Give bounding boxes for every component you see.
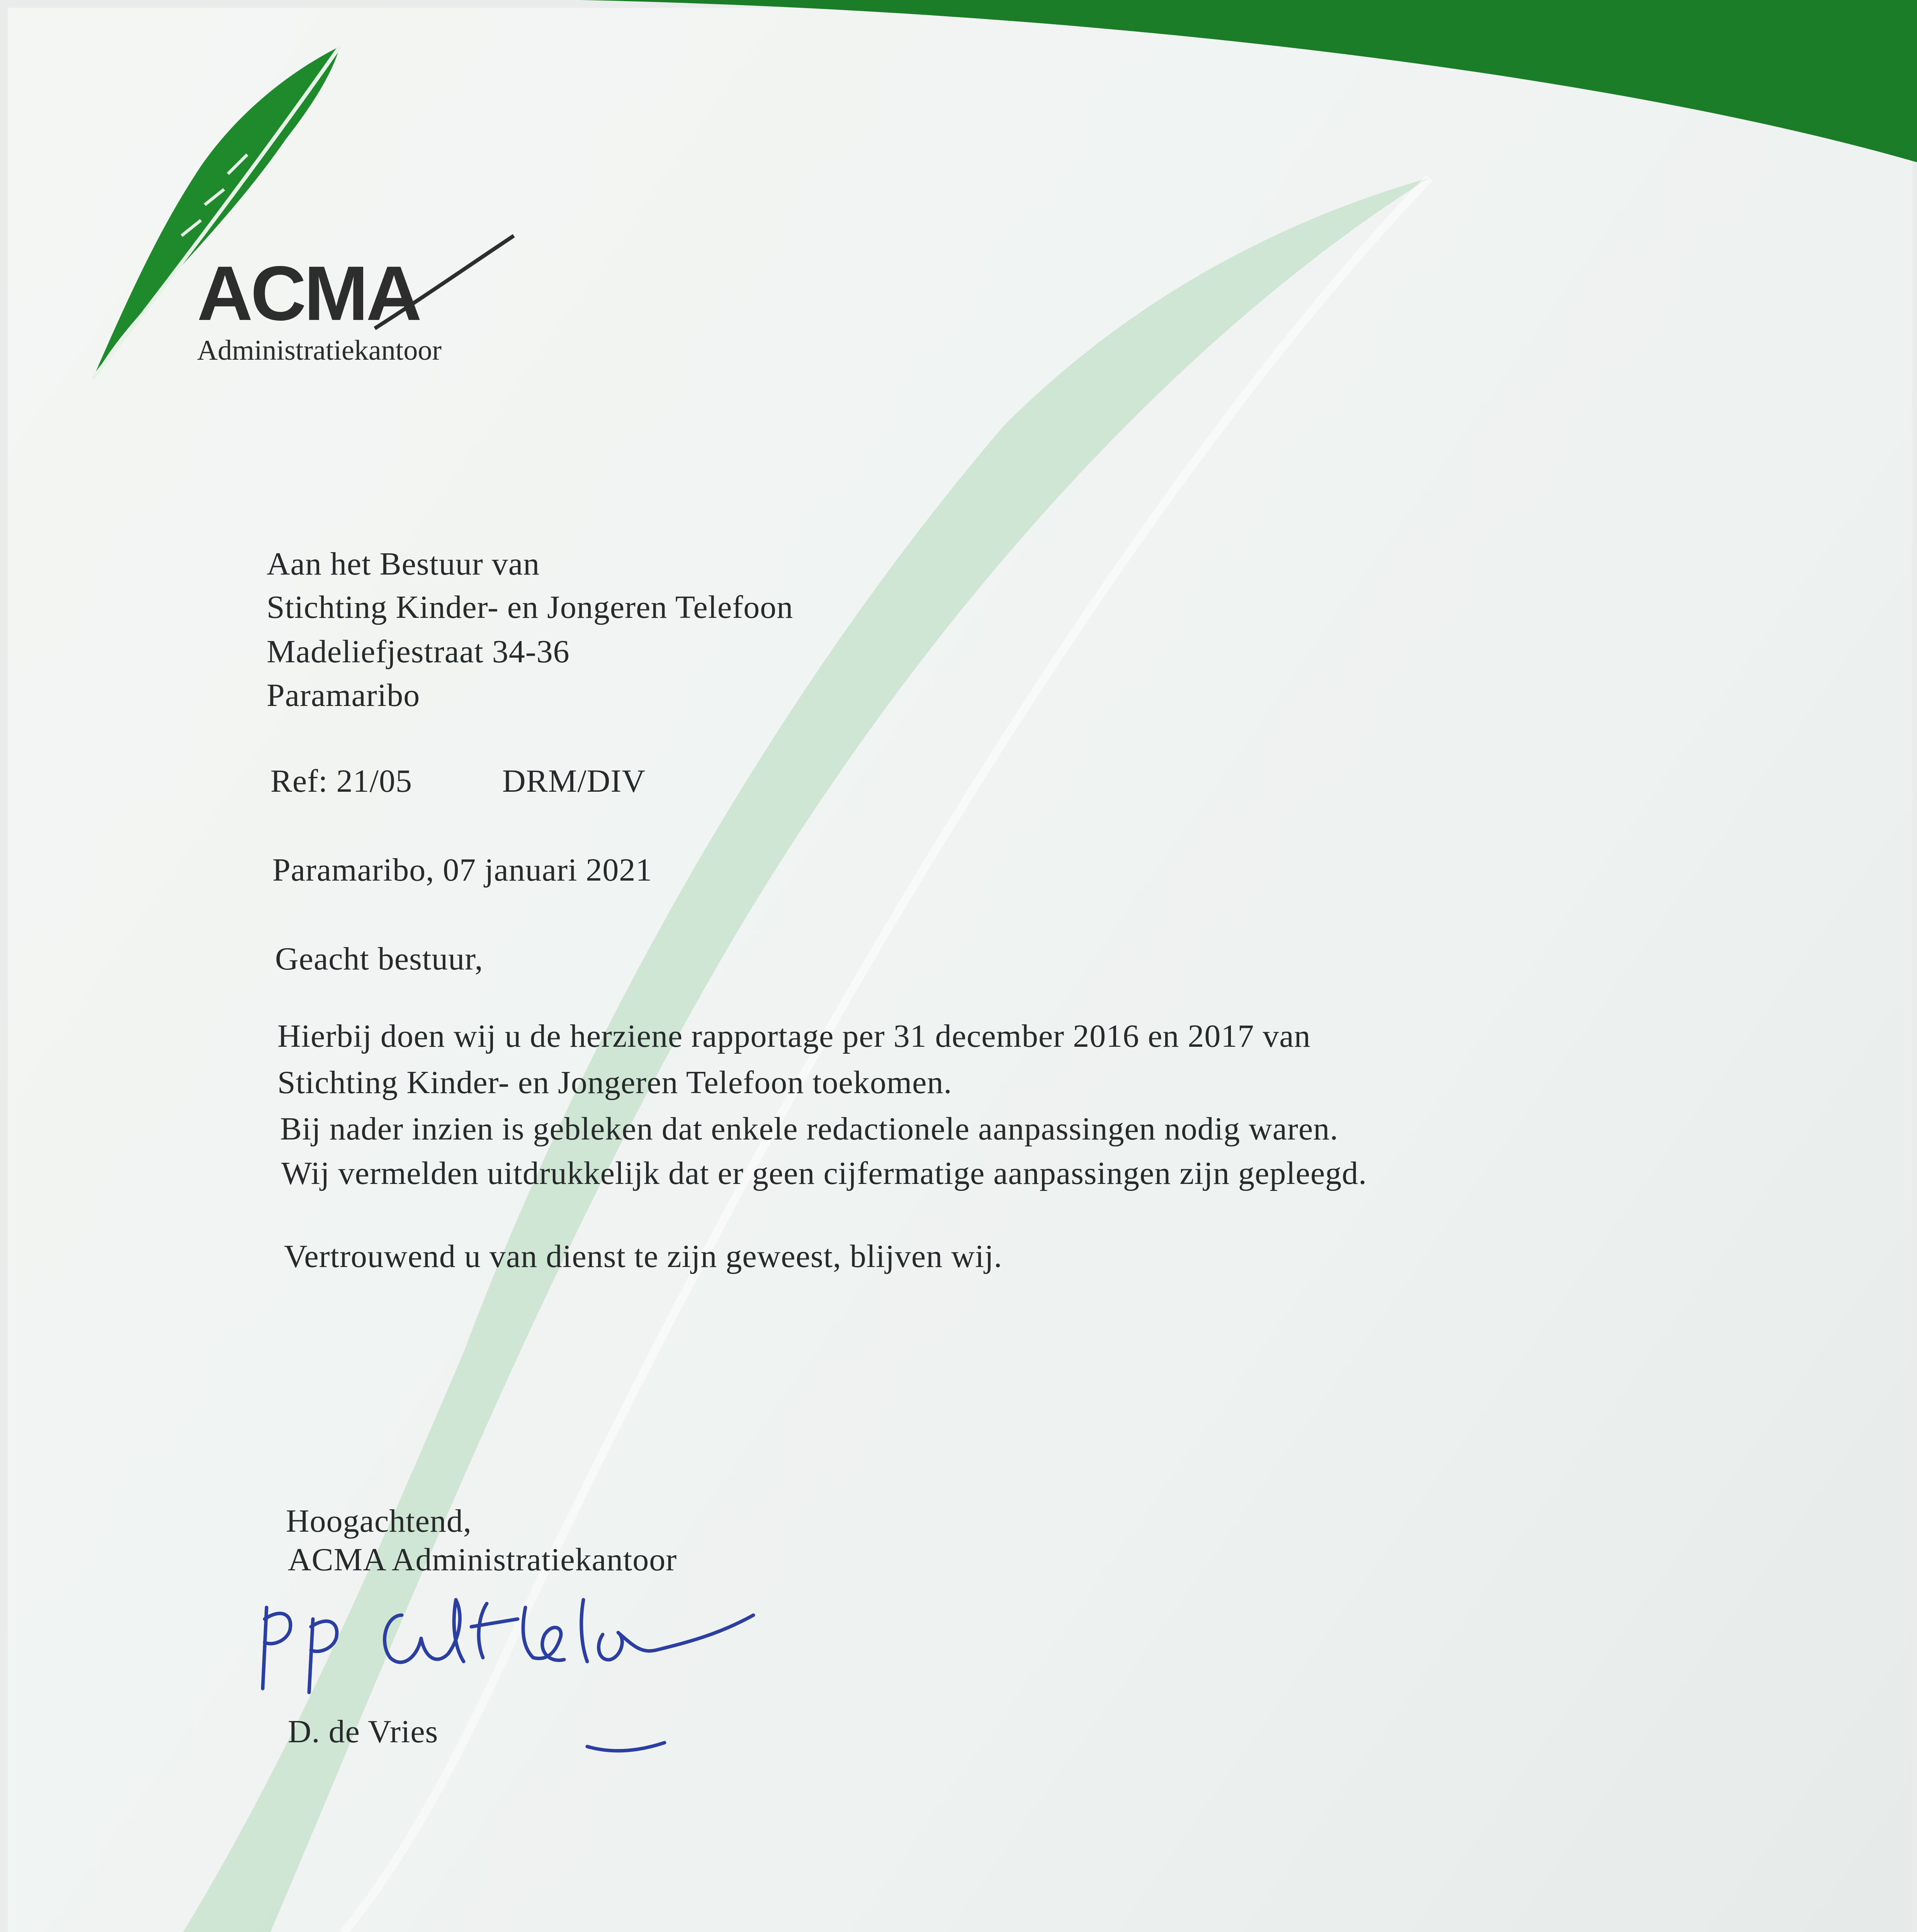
- logo-subtitle: Administratiekantoor: [197, 335, 442, 366]
- addressee-line: Stichting Kinder- en Jongeren Telefoon: [267, 589, 794, 625]
- salutation: Geacht bestuur,: [275, 941, 483, 977]
- letter-date: Paramaribo, 07 januari 2021: [272, 852, 653, 888]
- body-line: Bij nader inzien is gebleken dat enkele redactionele aanpassingen nodig waren.: [280, 1111, 1339, 1147]
- body-line: Stichting Kinder- en Jongeren Telefoon toekomen.: [277, 1065, 952, 1100]
- signoff-greeting: Hoogachtend,: [286, 1503, 472, 1539]
- logo-wordmark: ACMA: [197, 250, 420, 337]
- signer-name: D. de Vries: [288, 1714, 438, 1750]
- closing-line: Vertrouwend u van dienst te zijn geweest, blijven wij.: [284, 1238, 1003, 1274]
- addressee-line: Aan het Bestuur van: [267, 546, 540, 582]
- reference-number: Ref: 21/05: [270, 763, 412, 799]
- reference-code: DRM/DIV: [502, 763, 646, 799]
- addressee-line: Madeliefjestraat 34-36: [267, 634, 570, 670]
- body-line: Hierbij doen wij u de herziene rapportage per 31 december 2016 en 2017 van: [277, 1018, 1311, 1054]
- body-line: Wij vermelden uitdrukkelijk dat er geen cijfermatige aanpassingen zijn gepleegd.: [281, 1155, 1367, 1191]
- signoff-company: ACMA Administratiekantoor: [288, 1542, 677, 1578]
- addressee-line: Paramaribo: [267, 677, 420, 713]
